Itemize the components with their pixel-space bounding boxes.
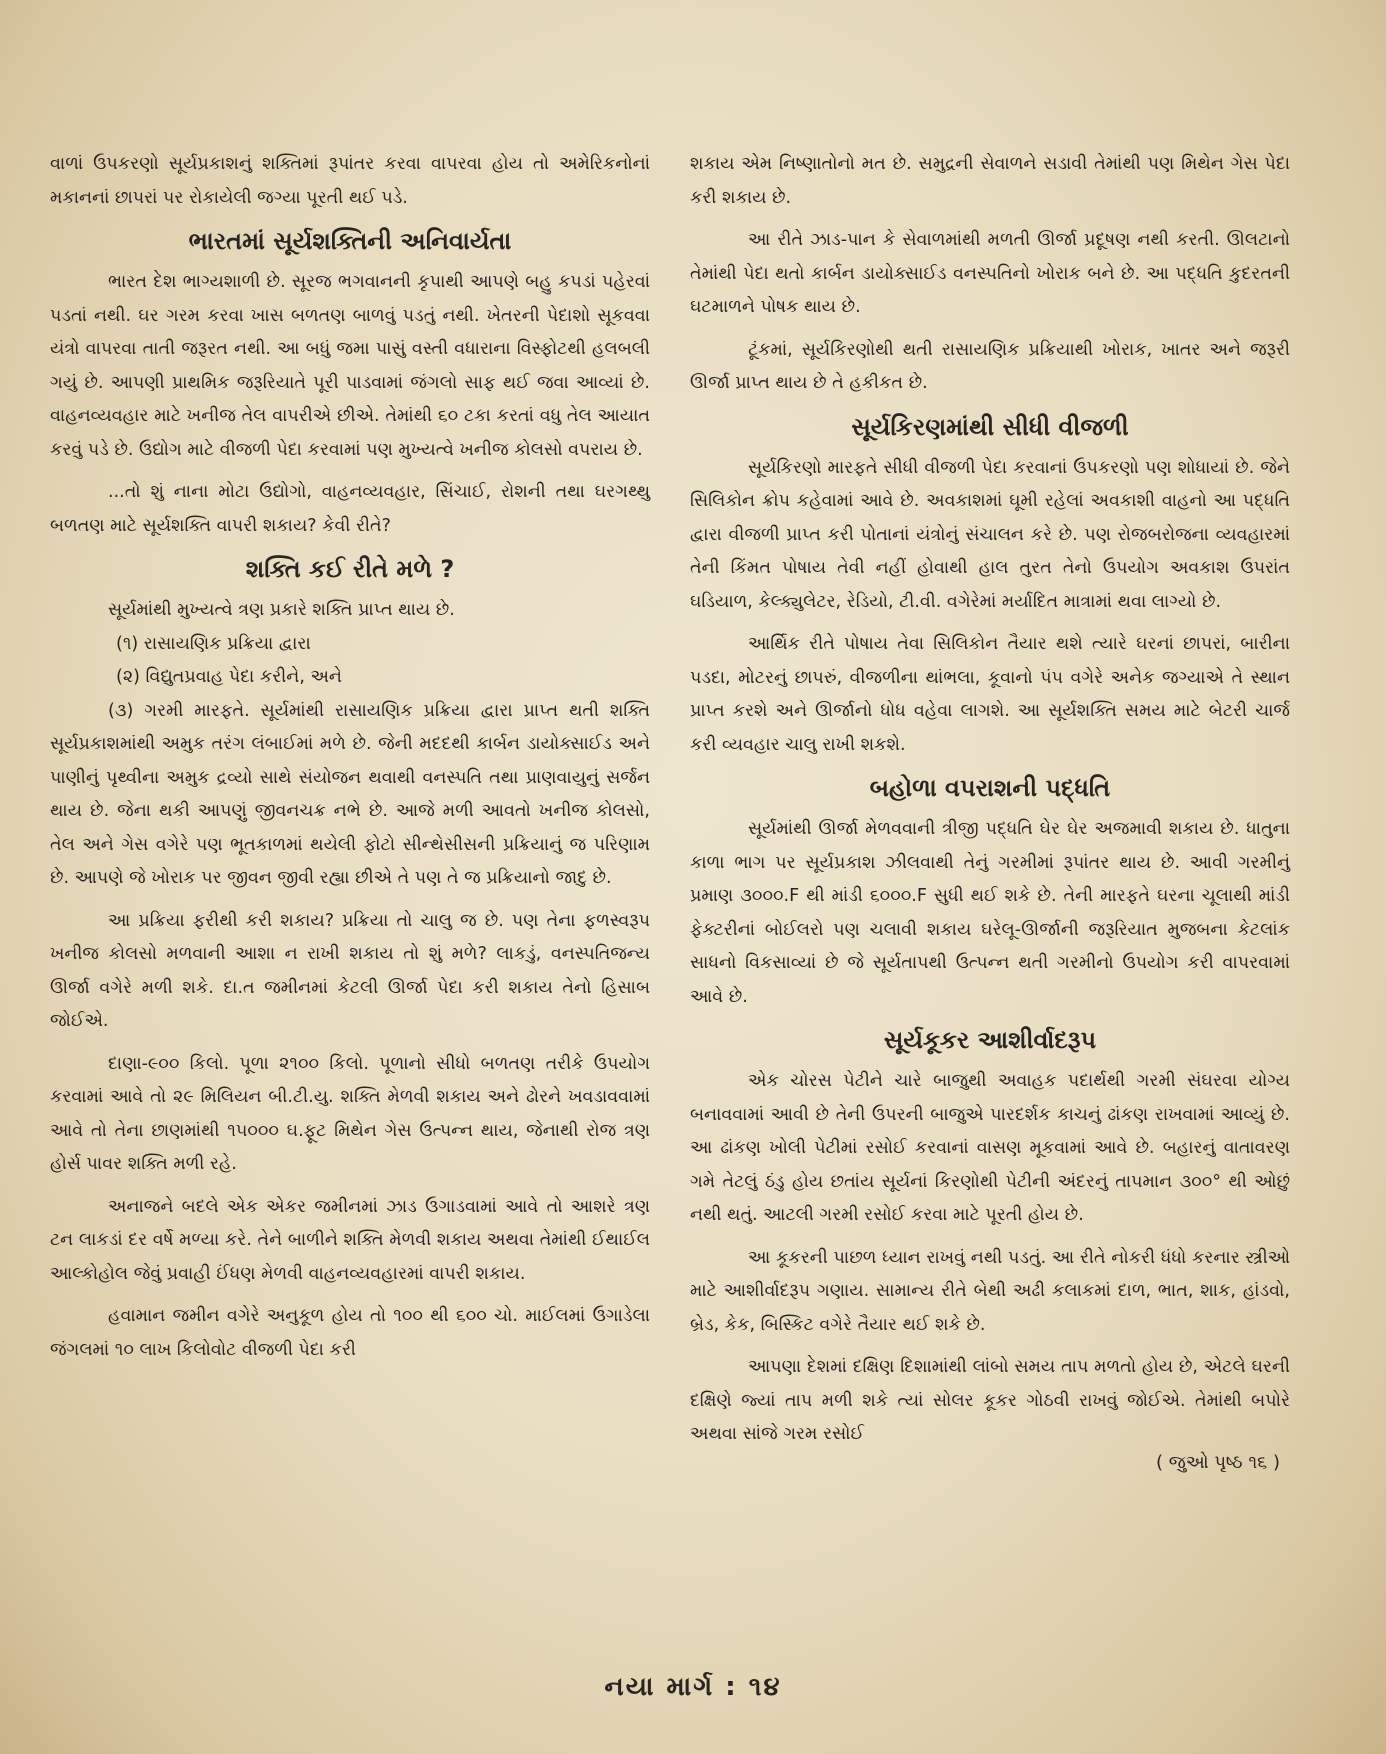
heading-bahola: બહોળા વપરાશની પદ્ધતિ [869,774,1111,802]
paragraph-tree: અનાજને બદલે એક એકર જમીનમાં ઝાડ ઉગાડવામાં આવે તો આશરે ત્રણ ટન લાકડાં દર વર્ષે મળ્યા કરે. તેને બાળીને શક્તિ મેળવી શકાય અથવા તેમાંથી ઈથાઈલ આલ્કોહોલ જેવું પ્રવાહી ઈંધણ મેળવી વાહનવ્યવહારમાં વાપરી શકાય. [50,1196,650,1284]
paragraph-bahola: સૂર્યમાંથી ઊર્જા મેળવવાની ત્રીજી પદ્ધતિ ઘેર ઘેર અજમાવી શકાય છે. ધાતુના કાળા ભાગ પર સૂર્યપ્રકાશ ઝીલવાથી તેનું ગરમીમાં રૂપાંતર થાય છે. આવી ગરમીનું પ્રમાણ ૩૦૦૦.F થી માંડી ૬૦૦૦.F સુધી થઈ શકે છે. તેની મારફતે ઘરના ચૂલાથી માંડી ફેક્ટરીનાં બોઈલરો પણ ચલાવી શકાય ઘરેલૂ-ઊર્જાની જરૂરિયાત મુજબના કેટલાંક સાધનો વિકસાવ્યાં છે જે સૂર્યતાપથી ઉત્પન્ન થતી ગરમીનો ઉપયોગ કરી વાપરવામાં આવે છે. [690,819,1290,1007]
heading-cooker: સૂર્યકૂકર આશીર્વાદરૂપ [883,1026,1097,1054]
paragraph-three-ways: સૂર્યમાંથી મુખ્યત્વે ત્રણ પ્રકારે શક્તિ પ્રાપ્ત થાય છે. [108,600,455,620]
paragraph-bharat: ભારત દેશ ભાગ્યશાળી છે. સૂરજ ભગવાનની કૃપાથી આપણે બહુ કપડાં પહેરવાં પડતાં નથી. ઘર ગરમ કરવા ખાસ બળતણ બાળવું પડતું નથી. ખેતરની પેદાશો સૂકવવા યંત્રો વાપરવા તાતી જરૂરત નથી. આ બધું જમા પાસું વસ્તી વધારાના વિસ્ફોટથી હલબલી ગયું છે. આપણી પ્રાથમિક જરૂરિયાતે પૂરી પાડવામાં જંગલો સાફ થઈ જવા આવ્યાં છે. વાહનવ્યવહાર માટે ખનીજ તેલ વાપરીએ છીએ. તેમાંથી ૬૦ ટકા કરતાં વધુ તેલ આયાત કરવું પડે છે. ઉદ્યોગ માટે વીજળી પેદા કરવામાં પણ મુખ્યત્વે ખનીજ કોલસો વપરાય છે. [50,272,650,460]
right-column [690,148,1290,1473]
list-item-1: (૧) રાસાયણિક પ્રક્રિયા દ્વારા [116,633,311,654]
left-column [50,148,650,1376]
paragraph-climate: હવામાન જમીન વગેરે અનુકૂળ હોય તો ૧૦૦ થી ૬૦૦ ચો. માઈલમાં ઉગાડેલા જંગલમાં ૧૦ લાખ કિલોવોટ વીજળી પેદા કરી [50,1306,650,1360]
paragraph-intro: વાળાં ઉપકરણો સૂર્યપ્રકાશનું શક્તિમાં રૂપાંતર કરવા વાપરવા હોય તો અમેરિકનોનાં મકાનનાં છાપરાં પર રોકાયેલી જગ્યા પૂરતી થઈ પડે. [50,154,650,208]
see-page-reference: ( જુઓ પૃષ્ઠ ૧૬ ) [1155,1451,1280,1473]
paragraph-continued: શકાય એમ નિષ્ણાતોનો મત છે. સમુદ્રની સેવાળને સડાવી તેમાંથી પણ મિથેન ગેસ પેદા કરી શકાય છે. [690,154,1290,208]
paragraph-vijli: સૂર્યકિરણો મારફતે સીધી વીજળી પેદા કરવાનાં ઉપકરણો પણ શોધાયાં છે. જેને સિલિકોન ક્રોપ કહેવામાં આવે છે. અવકાશમાં ઘૂમી રહેલાં અવકાશી વાહનો આ પદ્ધતિ દ્વારા વીજળી પ્રાપ્ત કરી પોતાનાં યંત્રોનું સંચાલન કરે છે. પણ રોજબરોજના વ્યવહારમાં તેની કિંમત પોષાય તેવી નહીં હોવાથી હાલ તુરત તેનો ઉપયોગ અવકાશ ઉપરાંત ઘડિયાળ, કેલ્ક્યુલેટર, રેડિયો, ટી.વી. વગેરેમાં મર્યાદિત માત્રામાં થવા લાગ્યો છે. [690,457,1290,612]
paragraph-silicon: આર્થિક રીતે પોષાય તેવા સિલિકોન તૈયાર થશે ત્યારે ઘરનાં છાપરાં, બારીના પડદા, મોટરનું છાપરું, વીજળીના થાંભલા, કૂવાનો પંપ વગેરે અનેક જગ્યાએ તે સ્થાન પ્રાપ્ત કરશે અને ઊર્જાનો ધોધ વહેવા લાગશે. આ સૂર્યશક્તિ સમય માટે બેટરી ચાર્જ કરી વ્યવહાર ચાલુ રાખી શકશે. [690,634,1290,755]
paragraph-summary: ટૂંકમાં, સૂર્યકિરણોથી થતી રાસાયણિક પ્રક્રિયાથી ખોરાક, ખાતર અને જરૂરી ઊર્જા પ્રાપ્ત થાય છે તે હકીકત છે. [690,339,1290,393]
paragraph-grain: દાણા-૯૦૦ કિલો. પૂળા ૨૧૦૦ કિલો. પૂળાનો સીધો બળતણ તરીકે ઉપયોગ કરવામાં આવે તો ૨૯ મિલિયન બી.ટી.યુ. શક્તિ મેળવી શકાય અને ઢોરને ખવડાવવામાં આવે તો તેના છાણમાંથી ૧૫૦૦૦ ઘ.ફૂટ મિથેન ગેસ ઉત્પન્ન થાય, જેનાથી રોજ ત્રણ હોર્સ પાવર શક્તિ મળી રહે. [50,1053,650,1174]
heading-bharat: ભારતમાં સૂર્યશક્તિની અનિવાર્યતા [188,227,512,255]
paragraph-list-item-3: (૩) ગરમી મારફતે. સૂર્યમાંથી રાસાયણિક પ્રક્રિયા દ્વારા પ્રાપ્ત થતી શક્તિ સૂર્યપ્રકાશમાંથી અમુક તરંગ લંબાઈમાં મળે છે. જેની મદદથી કાર્બન ડાયોક્સાઈડ અને પાણીનું પૃથ્વીના અમુક દ્રવ્યો સાથે સંયોજન થવાથી વનસ્પતિ તથા પ્રાણવાયુનું સર્જન થાય છે. જેના થકી આપણું જીવનચક્ર નભે છે. આજે મળી આવતો ખનીજ કોલસો, તેલ અને ગેસ વગેરે પણ ભૂતકાળમાં થયેલી ફોટો સીન્થેસીસની પ્રક્રિયાનું જ પરિણામ છે. આપણે જે ખોરાક પર જીવન જીવી રહ્યા છીએ તે પણ તે જ પ્રક્રિયાનો જાદુ છે. [50,700,650,888]
page-footer: નયા માર્ગ : ૧૪ [604,1672,782,1702]
paragraph-cooker: એક ચોરસ પેટીને ચારે બાજુથી અવાહક પદાર્થથી ગરમી સંઘરવા યોગ્ય બનાવવામાં આવી છે તેની ઉપરની બાજુએ પારદર્શક કાચનું ઢાંકણ રાખવામાં આવ્યું છે. આ ઢાંકણ ખોલી પેટીમાં રસોઈ કરવાનાં વાસણ મૂકવામાં આવે છે. બહારનું વાતાવરણ ગમે તેટલું ઠંડુ હોય છતાંય સૂર્યનાં કિરણોથી પેટીની અંદરનું તાપમાન ૩૦૦° થી ઓછું નથી થતું. આટલી ગરમી રસોઈ કરવા માટે પૂરતી હોય છે. [690,1071,1290,1225]
paragraph-question: ...તો શું નાના મોટા ઉદ્યોગો, વાહનવ્યવહાર, સિંચાઈ, રોશની તથા ઘરગથ્થુ બળતણ માટે સૂર્યશક્તિ વાપરી શકાય? કેવી રીતે? [50,482,650,536]
paragraph-repeat: આ પ્રક્રિયા ફરીથી કરી શકાય? પ્રક્રિયા તો ચાલુ જ છે. પણ તેના ફળસ્વરૂપ ખનીજ કોલસો મળવાની આશા ન રાખી શકાય તો શું મળે? લાકડું, વનસ્પતિજન્ય ઊર્જા વગેરે મળી શકે. દા.ત જમીનમાં કેટલી ઊર્જા પેદા કરી શકાય તેનો હિસાબ જોઈએ. [50,910,650,1031]
heading-vijli: સૂર્યકિરણમાંથી સીધી વીજળી [851,412,1129,441]
paragraph-south: આપણા દેશમાં દક્ષિણ દિશામાંથી લાંબો સમય તાપ મળતો હોય છે, એટલે ઘરની દક્ષિણે જ્યાં તાપ મળી શકે ત્યાં સોલર કૂકર ગોઠવી રાખવું જોઈએ. તેમાંથી બપોરે અથવા સાંજે ગરમ રસોઈ [690,1357,1290,1444]
paragraph-algae: આ રીતે ઝાડ-પાન કે સેવાળમાંથી મળતી ઊર્જા પ્રદૂષણ નથી કરતી. ઊલટાનો તેમાંથી પેદા થતો કાર્બન ડાયોક્સાઈડ વનસ્પતિનો ખોરાક બને છે. આ પદ્ધતિ કુદરતની ઘટમાળને પોષક થાય છે. [690,230,1290,317]
heading-shakti: શક્તિ કઈ રીતે મળે ? [245,555,455,583]
paragraph-women: આ કૂકરની પાછળ ધ્યાન રાખવું નથી પડતું. આ રીતે નોકરી ધંધો કરનાર સ્ત્રીઓ માટે આશીર્વાદરૂપ ગણાય. સામાન્ય રીતે બેથી અઢી કલાકમાં દાળ, ભાત, શાક, હાંડવો, બ્રેડ, કેક, બિસ્કિટ વગેરે તૈયાર થઈ શકે છે. [690,1247,1290,1335]
list-item-2: (૨) વિદ્યુતપ્રવાહ પેદા કરીને, અને [116,667,342,687]
